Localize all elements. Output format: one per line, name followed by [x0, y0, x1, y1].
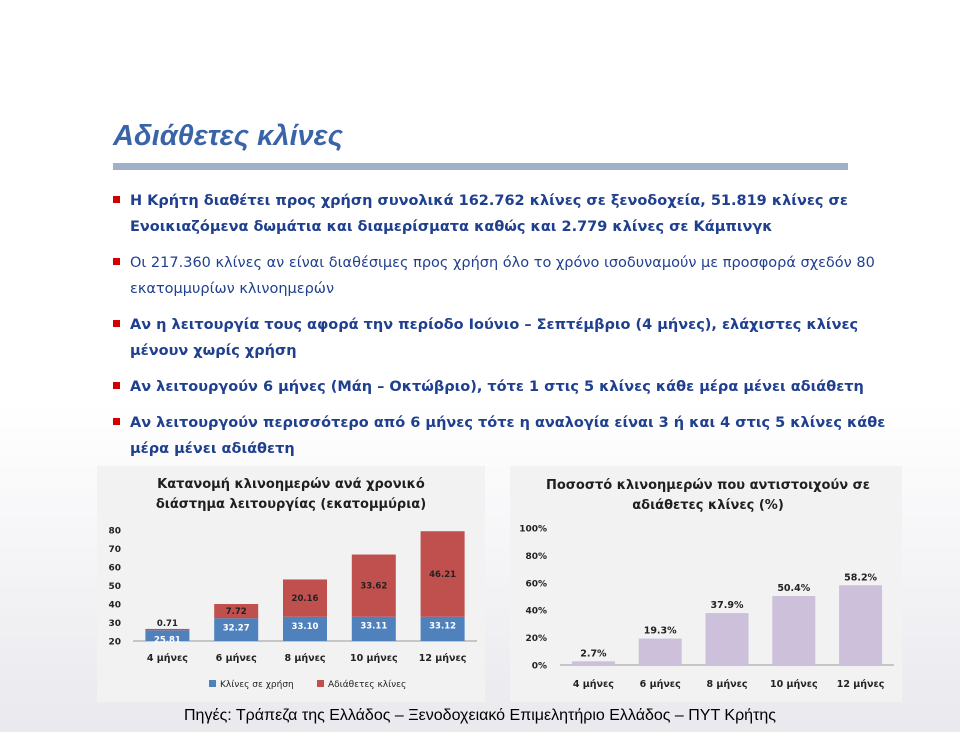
data-label: 37.9%: [710, 600, 744, 612]
slide-title: Αδιάθετες κλίνες: [113, 120, 343, 152]
data-label: 19.3%: [643, 625, 677, 637]
legend-swatch: [209, 680, 216, 687]
x-tick-label: 4 μήνες: [146, 653, 188, 664]
data-label-unused: 7.72: [225, 607, 247, 618]
x-tick-label: 6 μήνες: [639, 679, 681, 690]
x-tick-label: 10 μήνες: [349, 653, 398, 664]
data-label-used: 33.10: [291, 621, 319, 632]
data-label-used: 25.81: [153, 635, 181, 646]
data-label: 2.7%: [580, 648, 607, 660]
y-tick-label: 80: [108, 526, 121, 537]
y-tick-label: 60: [108, 563, 121, 574]
bullet-item: [113, 312, 898, 364]
chart-title-line: αδιάθετες κλίνες (%): [632, 498, 784, 513]
data-label-unused: 20.16: [291, 594, 319, 605]
data-label: 50.4%: [777, 582, 811, 594]
bullet-item: [113, 250, 898, 302]
bullet-text: Αν η λειτουργία τους αφορά την περίοδο Ιούνιο – Σεπτέμβριο (4 μήνες), ελάχιστες κλίνες μένουν χωρίς χρήση: [130, 317, 859, 359]
percent-bar-chart-panel: [510, 466, 902, 702]
y-tick-label: 20%: [525, 634, 547, 645]
x-tick-label: 4 μήνες: [572, 679, 614, 690]
source-note: Πηγές: Τράπεζα της Ελλάδος – Ξενοδοχειακό Επιμελητήριο Ελλάδος – ΠΥΤ Κρήτης: [184, 707, 776, 724]
data-label-unused: 33.62: [360, 581, 388, 592]
y-tick-label: 60%: [525, 579, 547, 590]
bar: [572, 661, 615, 665]
y-tick-label: 70: [108, 545, 121, 555]
stacked-bar-chart: [97, 466, 485, 702]
bar-unused-segment: [145, 629, 189, 630]
data-label: 58.2%: [844, 572, 878, 584]
percent-bar-chart: [510, 466, 902, 702]
x-tick-label: 10 μήνες: [769, 679, 818, 690]
bar: [839, 585, 882, 665]
bullet-text: Αν λειτουργούν 6 μήνες (Μάη – Οκτώβριο), τότε 1 στις 5 κλίνες κάθε μέρα μένει αδιάθετη: [130, 379, 864, 395]
y-tick-label: 100%: [519, 524, 547, 535]
data-label-unused: 46.21: [429, 569, 457, 580]
bar: [706, 613, 749, 665]
legend-swatch: [317, 680, 324, 687]
legend-label: Αδιάθετες κλίνες: [328, 680, 407, 690]
x-tick-label: 12 μήνες: [836, 679, 885, 690]
bullet-item: [113, 188, 898, 240]
y-tick-label: 0%: [531, 661, 547, 672]
y-tick-label: 80%: [525, 551, 547, 562]
bullet-item: [113, 374, 898, 400]
legend-label: Κλίνες σε χρήση: [220, 680, 294, 690]
bullet-list: [113, 188, 898, 472]
y-tick-label: 20: [108, 637, 121, 648]
data-label-used: 32.27: [222, 623, 250, 634]
bullet-item: [113, 410, 898, 462]
data-label-used: 33.12: [429, 621, 457, 632]
stacked-bar-chart-panel: [97, 466, 485, 702]
bar: [639, 639, 682, 665]
title-underline: [113, 163, 848, 170]
bullet-text: Οι 217.360 κλίνες αν είναι διαθέσιμες προς χρήση όλο το χρόνο ισοδυναμούν με προσφορά σχεδόν 80 εκατομμυρίων κλινοημερών: [130, 255, 875, 297]
x-tick-label: 8 μήνες: [284, 653, 326, 664]
x-tick-label: 6 μήνες: [215, 653, 257, 664]
y-tick-label: 40%: [525, 606, 547, 617]
chart-title-line: Ποσοστό κλινοημερών που αντιστοιχούν σε: [545, 478, 871, 493]
bar: [772, 596, 815, 665]
data-label-unused: 0.71: [156, 618, 178, 629]
y-tick-label: 30: [108, 619, 121, 629]
chart-title-line: Κατανομή κλινοημερών ανά χρονικό: [157, 477, 425, 492]
x-tick-label: 12 μήνες: [418, 653, 467, 664]
y-tick-label: 40: [108, 600, 121, 611]
x-tick-label: 8 μήνες: [706, 679, 748, 690]
y-tick-label: 50: [108, 582, 121, 592]
chart-title-line: διάστημα λειτουργίας (εκατομμύρια): [155, 497, 427, 512]
bullet-text: Η Κρήτη διαθέτει προς χρήση συνολικά 162.762 κλίνες σε ξενοδοχεία, 51.819 κλίνες σε Ενοικιαζόμενα δωμάτια και διαμερίσματα καθώς και 2.779 κλίνες σε Κάμπινγκ: [130, 193, 848, 235]
data-label-used: 33.11: [360, 621, 388, 632]
bullet-text: Αν λειτουργούν περισσότερο από 6 μήνες τότε η αναλογία είναι 3 ή και 4 στις 5 κλίνες κάθε μέρα μένει αδιάθετη: [130, 415, 886, 457]
